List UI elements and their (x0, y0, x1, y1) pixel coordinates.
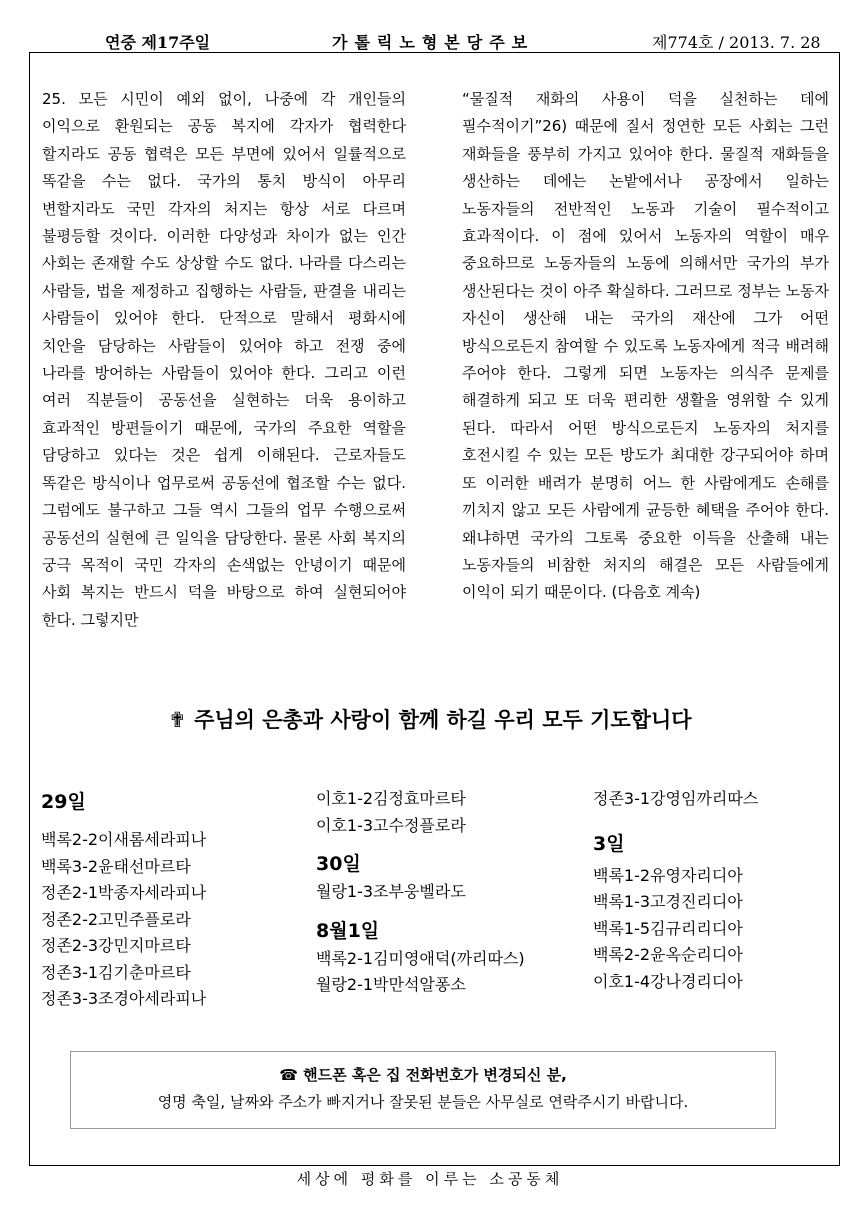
list-item: 정존2-3강민지마르타 (41, 936, 191, 955)
list-item: 백록1-5김규리리디아 (593, 918, 743, 938)
list-item: 백록3-2윤태선마르타 (41, 856, 191, 876)
list-item: 백록1-2유영자리디아 (593, 865, 743, 885)
bulletin-title: 가톨릭노형본당주보 (332, 33, 535, 52)
prayer-list-col2 (316, 786, 525, 999)
phone-icon: ☎ (279, 1066, 298, 1084)
prayer-list-col3 (593, 786, 758, 995)
list-item: 정존2-2고민주플로라 (41, 909, 191, 929)
prayer-heading (0, 704, 860, 734)
article-left-column (42, 86, 406, 634)
bulletin-footer-motto: 세상에 평화를 이루는 소공동체 (296, 1170, 564, 1188)
notice-line-1 (71, 1064, 775, 1086)
list-item: 월랑1-3조부웅벨라도 (316, 882, 466, 901)
list-item: 백록2-2윤옥순리디아 (593, 945, 743, 964)
article-paragraph-right: “물질적 재화의 사용이 덕을 실천하는 데에 필수적이기”26) 때문에 질서 정연한 모든 사회는 그런 재화들을 풍부히 가지고 있어야 한다. 물질적 재화들을 생산하는 데에는 논밭에서나 공장에서 일하는 노동자들의 전반적인 노동과 기술이 필수적이고 효과적이다. 이 점에 있어서 노동자의 역할이 매우 중요하므로 노동자들의 노동에 의해서만 국가의 부가 생산된다는 것이 아주 확실하다. 그러므로 정부는 노동자 자신이 생산해 내는 국가의 재산에 그가 어떤 방식으로든지 참여할 수 있도록 노동자에게 적극 배려해 주어야 한다. 그렇게 되면 노동자는 의식주 문제를 해결하게 되고 또 더욱 편리한 생활을 영위할 수 있게 된다. 따라서 어떤 방식으로든지 노동자의 처지를 호전시킬 수 있는 모든 방도가 최대한 강구되어야 하며 또 이러한 배려가 분명히 어느 한 사람에게도 손해를 끼치지 않고 모든 사람에게 균등한 혜택을 주어야 한다. 왜냐하면 국가의 그토록 중요한 이득을 산출해 내는 노동자들의 비참한 처지의 해결은 모든 사람들에게 이익이 되기 때문이다. (다음호 계속) (462, 90, 829, 602)
cross-icon: ✟ (168, 708, 187, 732)
prayer-list-col1 (41, 789, 206, 1013)
issue-number-date: 제774호 / 2013. 7. 28 (652, 33, 821, 52)
contact-notice-box (70, 1051, 776, 1129)
notice-line-1-text: 핸드폰 혹은 집 전화번호가 변경되신 분, (303, 1066, 567, 1084)
list-item: 백록2-1김미영애덕(까리따스) (316, 948, 525, 968)
day-heading: 3일 (593, 832, 625, 855)
day-heading: 8월1일 (316, 919, 380, 942)
list-item: 이호1-3고수정플로라 (316, 815, 466, 835)
article-right-column (462, 86, 829, 607)
list-item: 백록2-2이새롬세라피나 (41, 830, 207, 849)
list-item: 정존3-1강영임까리따스 (593, 789, 759, 808)
bulletin-header (105, 30, 845, 52)
list-item: 월랑2-1박만석알퐁소 (316, 975, 466, 994)
list-item: 이호1-2김정효마르타 (316, 789, 466, 808)
notice-line-2: 영명 축일, 날짜와 주소가 빠지거나 잘못된 분들은 사무실로 연락주시기 바랍니다. (157, 1093, 689, 1111)
list-item: 정존3-1김기춘마르타 (41, 962, 191, 982)
list-item: 정존3-3조경아세라피나 (41, 989, 207, 1008)
article-paragraph-left: 25. 모든 시민이 예외 없이, 나중에 각 개인들의 이익으로 환원되는 공동 복지에 각자가 협력한다 할지라도 공동 협력은 모든 부면에 있어서 일률적으로 똑같을 수는 없다. 국가의 통치 방식이 아무리 변할지라도 국민 각자의 처지는 항상 서로 다르며 불평등할 것이다. 이러한 다양성과 차이가 없는 인간 사회는 존재할 수도 상상할 수도 없다. 나라를 다스리는 사람들, 법을 제정하고 집행하는 사람들, 판결을 내리는 사람들이 있어야 한다. 단적으로 말해서 평화시에 치안을 담당하는 사람들이 있어야 하고 전쟁 중에 나라를 방어하는 사람들이 있어야 한다. 그리고 이런 여러 직분들이 공동선을 실현하는 더욱 용이하고 효과적인 방편들이기 때문에, 국가의 주요한 역할을 담당하고 있다는 것은 쉽게 이해된다. 근로자들도 똑같은 방식이나 업무로써 공동선에 협조할 수는 없다. 그럼에도 불구하고 그들 역시 그들의 업무 수행으로써 공동선의 실현에 큰 일익을 담당한다. 물론 사회 복지의 궁극 목적이 국민 각자의 손색없는 안녕이기 때문에 사회 복지는 반드시 덕을 바탕으로 하여 실현되어야 한다. 그렇지만 (42, 90, 406, 629)
prayer-heading-text: 주님의 은총과 사랑이 함께 하길 우리 모두 기도합니다 (194, 708, 692, 732)
day-heading: 29일 (41, 791, 86, 813)
day-heading: 30일 (316, 853, 361, 875)
liturgical-week: 연중 제17주일 (105, 33, 211, 52)
list-item: 백록1-3고경진리디아 (593, 892, 743, 911)
list-item: 이호1-4강나경리디아 (593, 971, 743, 991)
list-item: 정존2-1박종자세라피나 (41, 883, 207, 902)
